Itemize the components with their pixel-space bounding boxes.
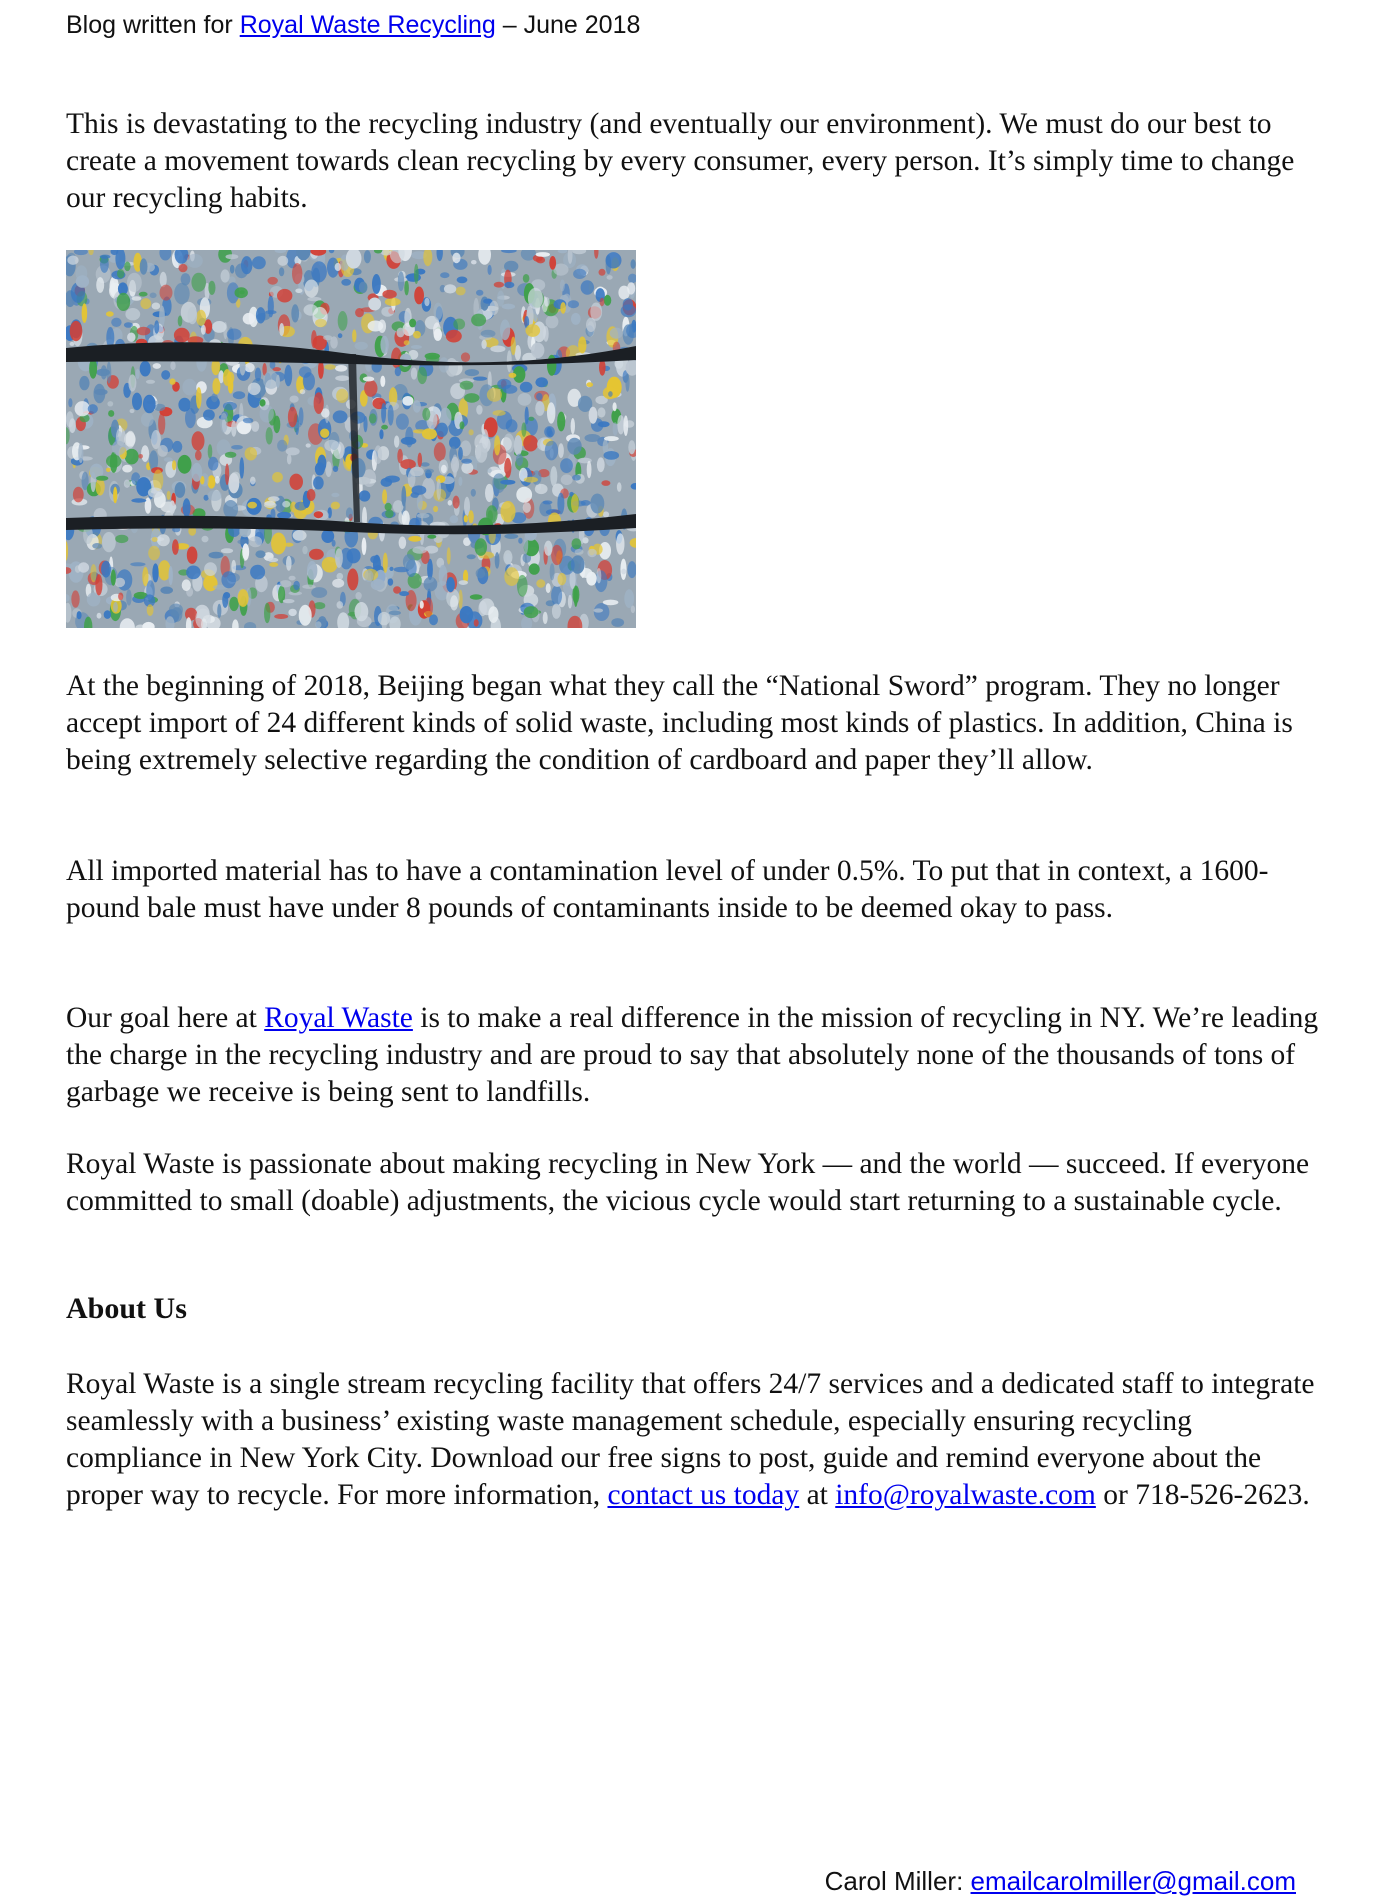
header-prefix: Blog written for <box>66 11 233 39</box>
national-sword-paragraph: At the beginning of 2018, Beijing began what they call the “National Sword” program. They no longer accept import of 24 different kinds of solid waste, including most kinds of plastics. In addition, China is being extremely selective regarding the condition of cardboard and paper they’ll allow. <box>66 670 1293 776</box>
goal-paragraph <box>66 1000 1326 1111</box>
royal-waste-recycling-link[interactable]: Royal Waste Recycling <box>239 11 496 39</box>
passion-paragraph: Royal Waste is passionate about making recycling in New York — and the world — succeed. If everyone committed to small (doable) adjustments, the vicious cycle would start returning to a sustainable cycle. <box>66 1148 1310 1217</box>
author-footer <box>825 1864 1296 1898</box>
plastic-bales-image <box>66 250 636 628</box>
about-paragraph <box>66 1366 1326 1514</box>
info-email-link[interactable]: info@royalwaste.com <box>835 1479 1096 1511</box>
plastic-bales-photo <box>66 250 636 628</box>
goal-after: is to make a real difference in the mission of recycling in NY. We’re leading the charge in the recycling industry and are proud to say that absolutely none of the thousands of tons of garbage we receive is being sent to landfills. <box>66 1002 1319 1108</box>
header-date: – June 2018 <box>502 11 641 39</box>
about-at: at <box>806 1479 828 1511</box>
blog-header <box>66 8 640 42</box>
author-name: Carol Miller: <box>824 1866 964 1896</box>
about-us-heading: About Us <box>66 1292 187 1325</box>
royal-waste-link[interactable]: Royal Waste <box>264 1002 413 1034</box>
goal-before: Our goal here at <box>66 1002 257 1034</box>
intro-paragraph: This is devastating to the recycling industry (and eventually our environment). We must do our best to create a movement towards clean recycling by every consumer, every person. It’s simply time to change our recycling habits. <box>66 108 1295 214</box>
about-phone: or 718-526-2623. <box>1103 1479 1310 1511</box>
about-text: Royal Waste is a single stream recycling facility that offers 24/7 services and a dedicated staff to integrate seamlessly with a business’ existing waste management schedule, especially ensuring recycling compliance in New York City. Download our free signs to post, guide and remind everyone about the proper way to recycle. For more information, <box>66 1368 1315 1511</box>
author-email-link[interactable]: emailcarolmiller@gmail.com <box>970 1866 1296 1896</box>
contamination-paragraph: All imported material has to have a contamination level of under 0.5%. To put that in context, a 1600-pound bale must have under 8 pounds of contaminants inside to be deemed okay to pass. <box>66 855 1269 924</box>
contact-us-link[interactable]: contact us today <box>607 1479 800 1511</box>
